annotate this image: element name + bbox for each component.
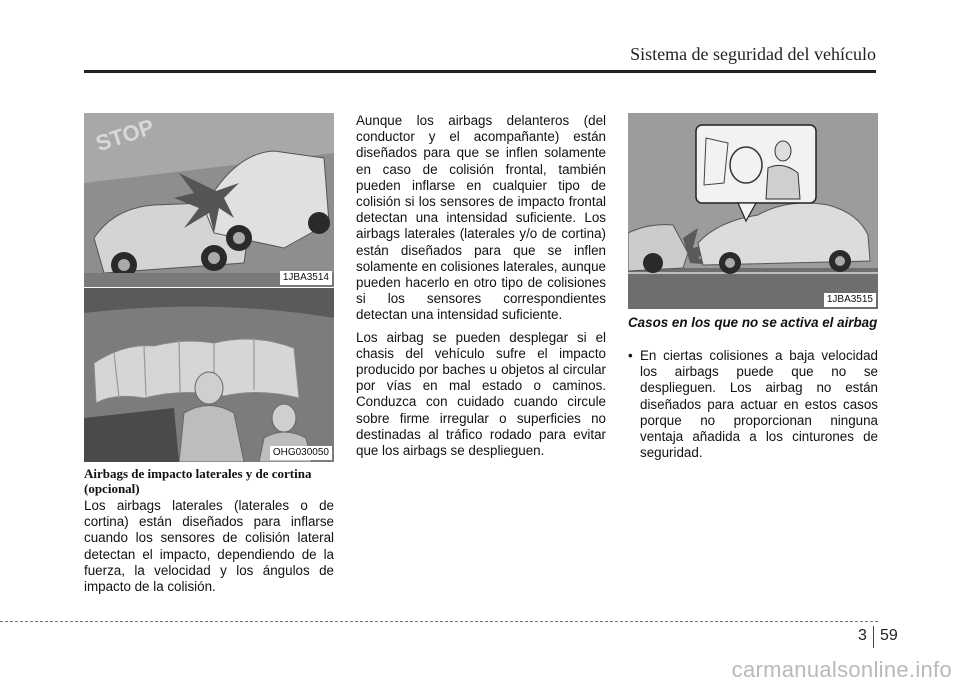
section-heading-side-airbags: Airbags de impacto laterales y de cortina (opcional) [84, 466, 312, 496]
section-heading-no-deploy: Casos en los que no se activa el airbag [628, 315, 878, 330]
curtain-airbag-illustration [84, 288, 334, 462]
paragraph: Los airbags laterales (laterales o de cortina) están diseñados para inflarse cuando los sensores de colisión lateral detectan el impacto, dependiendo de la fuerza, la velocidad y los ángulos de impacto de la colisión. [84, 498, 334, 595]
figure-code-3: 1JBA3515 [824, 293, 876, 307]
watermark: carmanualsonline.info [731, 657, 952, 682]
figure-code-1: 1JBA3514 [280, 271, 332, 285]
page-number: 59 [880, 627, 898, 644]
rear-collision-illustration [628, 113, 878, 309]
header-divider [84, 70, 876, 73]
bullet-symbol: • [628, 348, 633, 363]
road-marking-text: STOP [92, 113, 158, 157]
side-collision-illustration [84, 113, 334, 287]
side-airbags-paragraph [84, 498, 334, 601]
figure-code-2: OHG030050 [270, 446, 332, 460]
bullet-item [628, 348, 878, 461]
paragraph-1: Aunque los airbags delanteros (del conductor y el acompañante) están diseñados para que se inflen solamente en caso de colisión frontal, también pueden inflarse en cualquier tipo de colisión si los sensores de impacto frontal detectan una intensidad suficiente. Los airbags laterales (laterales y/o de cortina) están diseñados para que se inflen solamente en colisiones laterales, aunque pueden hacerlo en otro tipo de colisiones si los sensores correspondientes detectan una intensidad suficiente. [356, 113, 606, 323]
page-number-separator [873, 626, 874, 648]
paragraph-2: Los airbag se pueden desplegar si el chasis del vehículo sufre el impacto producido por baches u objetos al circular por vías en mal estado o caminos. Conduzca con cuidado cuando circule sobre firme irregular o superficies no destinadas al tráfico rodado para evitar que los airbags se desplieguen. [356, 329, 606, 459]
page-header-title: Sistema de seguridad del vehículo [630, 44, 876, 64]
column-2-text [356, 113, 606, 465]
footer-divider [0, 621, 878, 622]
section-number: 3 [858, 627, 867, 644]
bullet-item-text: En ciertas colisiones a baja velocidad los airbags puede que no se desplieguen. Los airbag no están diseñados para actuar en estos casos porque no proporcionan ninguna ventaja añadida a los cinturones de seguridad. [640, 348, 878, 461]
